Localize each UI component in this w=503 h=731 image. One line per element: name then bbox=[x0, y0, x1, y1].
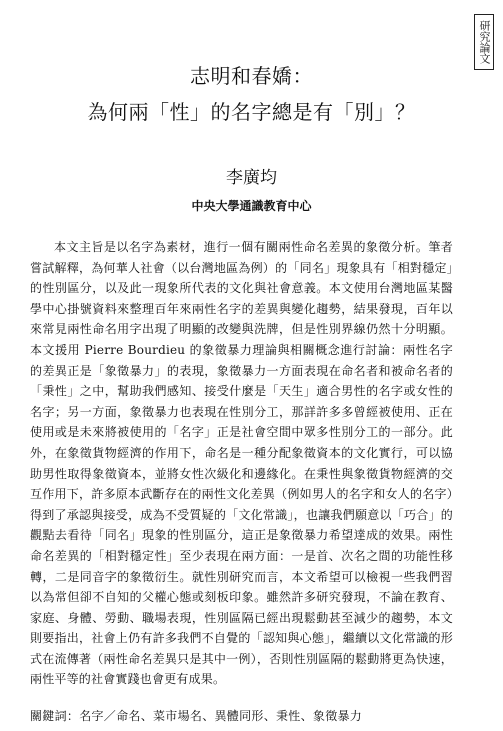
paper-title-line-1: 志明和春嬌： bbox=[190, 64, 313, 88]
paper-title-line-2: 為何兩「性」的名字總是有「別」？ bbox=[87, 100, 416, 124]
author-name: 李廣均 bbox=[226, 168, 277, 188]
section-tag: 研究論文 bbox=[474, 14, 494, 70]
abstract-paragraph: 本文主旨是以名字為素材，進行一個有關兩性命名差異的象徵分析。筆者嘗試解釋，為何華人社會（以台灣地區為例）的「同名」現象具有「相對穩定」的性別區分，以及此一現象所代表的文化與社會意義。本文使用台灣地區某醫學中心掛號資料來整理百年來兩性名字的差異與變化趨勢，結果發現，百年以來常見兩性命名用字出現了明顯的改變與洗牌，但是性別界線仍然十分明顯。本文援用 Pierre Bourdieu 的象徵暴力理論與相關概念進行討論：兩性名字的差異正是「象徵暴力」的表現，象徵暴力一方面表現在命名者和被命名者的「秉性」之中，幫助我們感知、接受什麼是「天生」適合男性的名字或女性的名字；另一方面，象徵暴力也表現在性別分工，那詳許多多曾經被使用、正在使用或是未來將被使用的「名字」正是社會空間中眾多性別分工的一部分。此外，在象徵貨物經濟的作用下，命名是一種分配象徵資本的文化實行，可以協助男性取得象徵資本，並將女性次級化和邊緣化。在秉性與象徵貨物經濟的交互作用下，許多原本武斷存在的兩性文化差異（例如男人的名字和女人的名字）得到了承認與接受，成為不受質疑的「文化常識」，也讓我們願意以「巧合」的觀點去看待「同名」現象的性別區分，這正是象徵暴力希望達成的效果。兩性命名差異的「相對穩定性」至少表現在兩方面：一是首、次名之間的功能性移轉，二是同音字的象徵衍生。就性別研究而言，本文希望可以檢視一些我們習以為常但卻不自知的父權心態或刻板印象。雖然許多研究發現，不論在教育、家庭、身體、勞動、職場表現，性別區隔已經出現鬆動甚至減少的趨勢，本文則要指出，社會上仍有許多我們不自覺的「認知與心態」，繼續以文化常識的形式在流傳著（兩性命名差異只是其中一例），否則性別區隔的鬆動將更為快速，兩性平等的社會實踐也會更有成果。 bbox=[30, 240, 453, 687]
keywords-line: 關鍵詞：名字／命名、菜市場名、異體同形、秉性、象徵暴力 bbox=[30, 709, 363, 723]
author-affiliation: 中央大學通識教育中心 bbox=[191, 199, 312, 213]
